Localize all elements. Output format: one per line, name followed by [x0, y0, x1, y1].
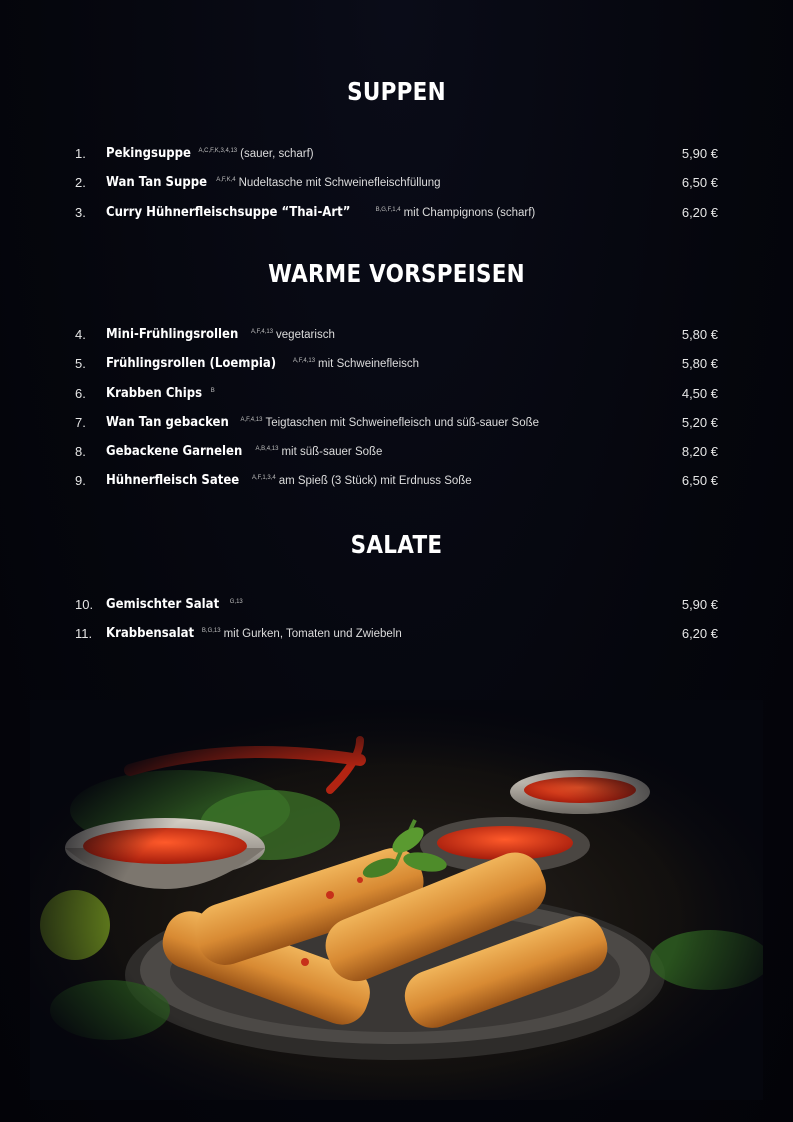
item-number: 5.	[75, 356, 86, 372]
item-price: 5,80 €	[681, 327, 718, 342]
item-description	[106, 386, 218, 401]
item-note: Teigtaschen mit Schweinefleisch und süß-sauer Soße	[265, 416, 540, 429]
menu-item	[0, 356, 793, 385]
menu-list-suppen	[0, 146, 793, 234]
item-price: 6,20 €	[681, 626, 718, 642]
item-price: 5,90 €	[681, 597, 718, 612]
item-description	[106, 356, 419, 371]
item-allergens: B,G,13	[201, 628, 221, 635]
menu-list-salate	[0, 597, 793, 656]
item-name: Krabben Chips	[106, 385, 203, 401]
item-allergens: A,F,4,13	[240, 416, 263, 423]
item-number: 4.	[75, 327, 86, 342]
section-title-suppen: SUPPEN	[347, 77, 446, 106]
item-allergens: A,F,4,13	[293, 358, 316, 365]
item-name: Krabbensalat	[106, 626, 195, 642]
item-allergens: B,G,F,1,4	[375, 206, 401, 213]
item-description	[106, 205, 535, 220]
item-name: Mini-Frühlingsrollen	[106, 327, 239, 342]
item-name: Frühlingsrollen (Loempia)	[106, 356, 277, 372]
item-description	[106, 597, 246, 612]
item-description	[106, 473, 472, 488]
item-allergens: A,B,4,13	[255, 446, 279, 453]
item-name: Pekingsuppe	[106, 146, 191, 161]
item-name: Wan Tan Suppe	[106, 175, 208, 191]
menu-item	[0, 415, 793, 444]
section-title-salate: SALATE	[350, 530, 443, 559]
item-number: 7.	[75, 414, 86, 430]
menu-list-warme-vorspeisen	[0, 327, 793, 503]
item-description	[106, 444, 382, 459]
menu-item	[0, 327, 793, 356]
menu-item	[0, 205, 793, 234]
menu-item	[0, 597, 793, 626]
item-allergens: A,F,K,4	[216, 177, 236, 184]
item-number: 9.	[75, 473, 86, 489]
menu-item	[0, 473, 793, 502]
item-price: 6,20 €	[681, 204, 718, 220]
item-note: (sauer, scharf)	[240, 148, 314, 160]
item-number: 10.	[75, 597, 94, 612]
item-number: 6.	[75, 385, 86, 401]
item-name: Gemischter Salat	[106, 597, 220, 612]
menu-item	[0, 175, 793, 204]
item-description	[106, 415, 539, 430]
item-allergens: A,F,1,3,4	[252, 475, 276, 482]
menu-item	[0, 386, 793, 415]
spring-rolls-photo	[30, 700, 763, 1100]
item-note: vegetarisch	[276, 329, 335, 341]
item-note: Nudeltasche mit Schweinefleischfüllung	[238, 177, 441, 190]
item-name: Hühnerfleisch Satee	[106, 473, 240, 489]
item-name: Wan Tan gebacken	[106, 414, 229, 430]
item-number: 2.	[75, 175, 86, 191]
item-allergens: B	[210, 387, 215, 394]
menu-item	[0, 146, 793, 175]
item-price: 6,50 €	[681, 175, 718, 191]
item-price: 4,50 €	[681, 385, 718, 401]
section-title-warme-vorspeisen: WARME VORSPEISEN	[268, 259, 525, 288]
item-description	[106, 146, 314, 161]
item-price: 6,50 €	[681, 473, 718, 489]
item-note: mit Schweinefleisch	[318, 358, 420, 371]
item-price: 5,90 €	[681, 146, 718, 161]
item-allergens: G,13	[229, 599, 243, 605]
item-price: 8,20 €	[681, 444, 718, 460]
item-note: mit Gurken, Tomaten und Zwiebeln	[223, 628, 402, 641]
item-note: mit süß-sauer Soße	[281, 446, 383, 459]
item-note: am Spieß (3 Stück) mit Erdnuss Soße	[278, 475, 472, 488]
item-price: 5,20 €	[681, 414, 718, 430]
item-number: 11.	[75, 626, 93, 642]
menu-item	[0, 444, 793, 473]
item-number: 3.	[75, 204, 86, 220]
item-description	[106, 327, 335, 342]
item-name: Curry Hühnerfleischsuppe “Thai-Art”	[106, 204, 351, 220]
item-name: Gebackene Garnelen	[106, 444, 243, 460]
menu-item	[0, 626, 793, 655]
item-number: 8.	[75, 444, 86, 460]
item-description	[106, 626, 402, 641]
item-allergens: A,F,4,13	[251, 329, 274, 335]
item-description	[106, 175, 441, 190]
item-note: mit Champignons (scharf)	[403, 206, 536, 219]
item-allergens: A,C,F,K,3,4,13	[198, 148, 238, 154]
item-price: 5,80 €	[681, 356, 718, 372]
item-number: 1.	[75, 146, 86, 161]
